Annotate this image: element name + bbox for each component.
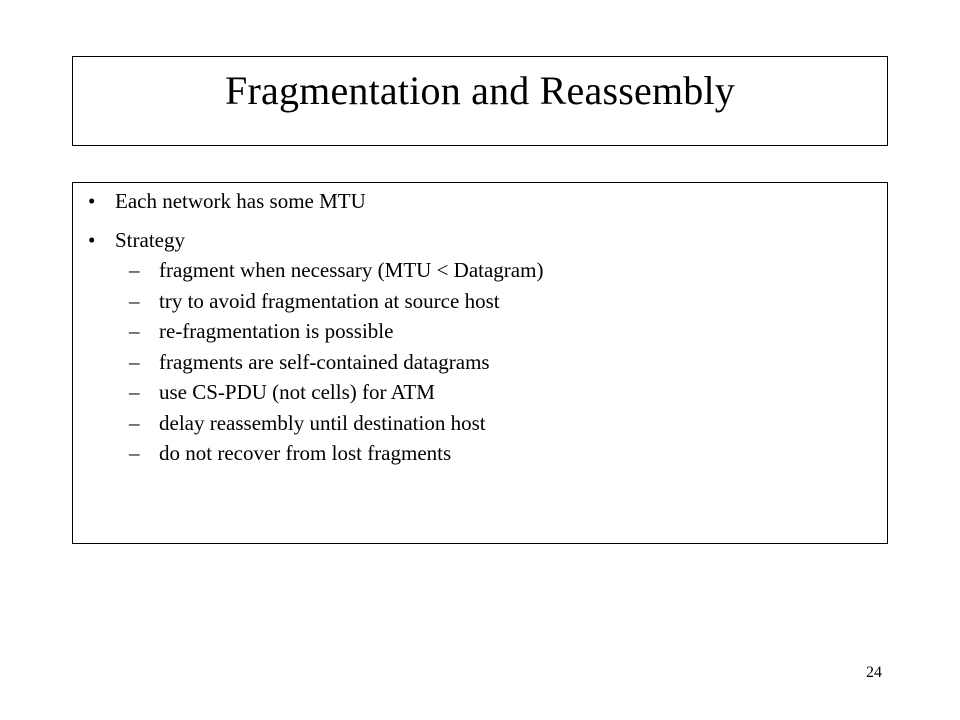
sub-bullet-text: fragments are self-contained datagrams xyxy=(159,349,490,374)
bullet-text: Each network has some MTU xyxy=(115,189,366,213)
sub-bullet-text: delay reassembly until destination host xyxy=(159,410,486,435)
dash-icon: – xyxy=(129,380,140,404)
page-number: 24 xyxy=(866,664,882,681)
sub-bullet-item xyxy=(115,258,887,282)
bullet-icon: • xyxy=(88,189,96,213)
bullet-list xyxy=(73,189,887,252)
sub-bullet-list xyxy=(73,258,887,465)
bullet-item xyxy=(73,228,887,252)
sub-bullet-item xyxy=(115,441,887,465)
sub-bullet-text: try to avoid fragmentation at source host xyxy=(159,288,500,313)
dash-icon: – xyxy=(129,288,140,313)
bullet-icon: • xyxy=(88,228,96,252)
title-box xyxy=(72,56,888,146)
sub-bullet-item xyxy=(115,319,887,343)
sub-bullet-text: use CS-PDU (not cells) for ATM xyxy=(159,380,435,404)
sub-bullet-item xyxy=(115,411,887,435)
content-box xyxy=(72,182,888,544)
sub-bullet-text: fragment when necessary (MTU < Datagram) xyxy=(159,258,544,282)
dash-icon: – xyxy=(129,258,140,282)
bullet-item xyxy=(73,189,887,213)
dash-icon: – xyxy=(129,319,140,343)
sub-bullet-item xyxy=(115,380,887,404)
dash-icon: – xyxy=(129,441,140,465)
sub-bullet-item xyxy=(115,289,887,313)
dash-icon: – xyxy=(129,410,140,435)
dash-icon: – xyxy=(129,349,140,374)
slide-title: Fragmentation and Reassembly xyxy=(225,68,735,113)
sub-bullet-text: do not recover from lost fragments xyxy=(159,441,452,465)
sub-bullet-item xyxy=(115,350,887,374)
sub-bullet-text: re-fragmentation is possible xyxy=(159,319,394,343)
bullet-text: Strategy xyxy=(115,228,185,252)
